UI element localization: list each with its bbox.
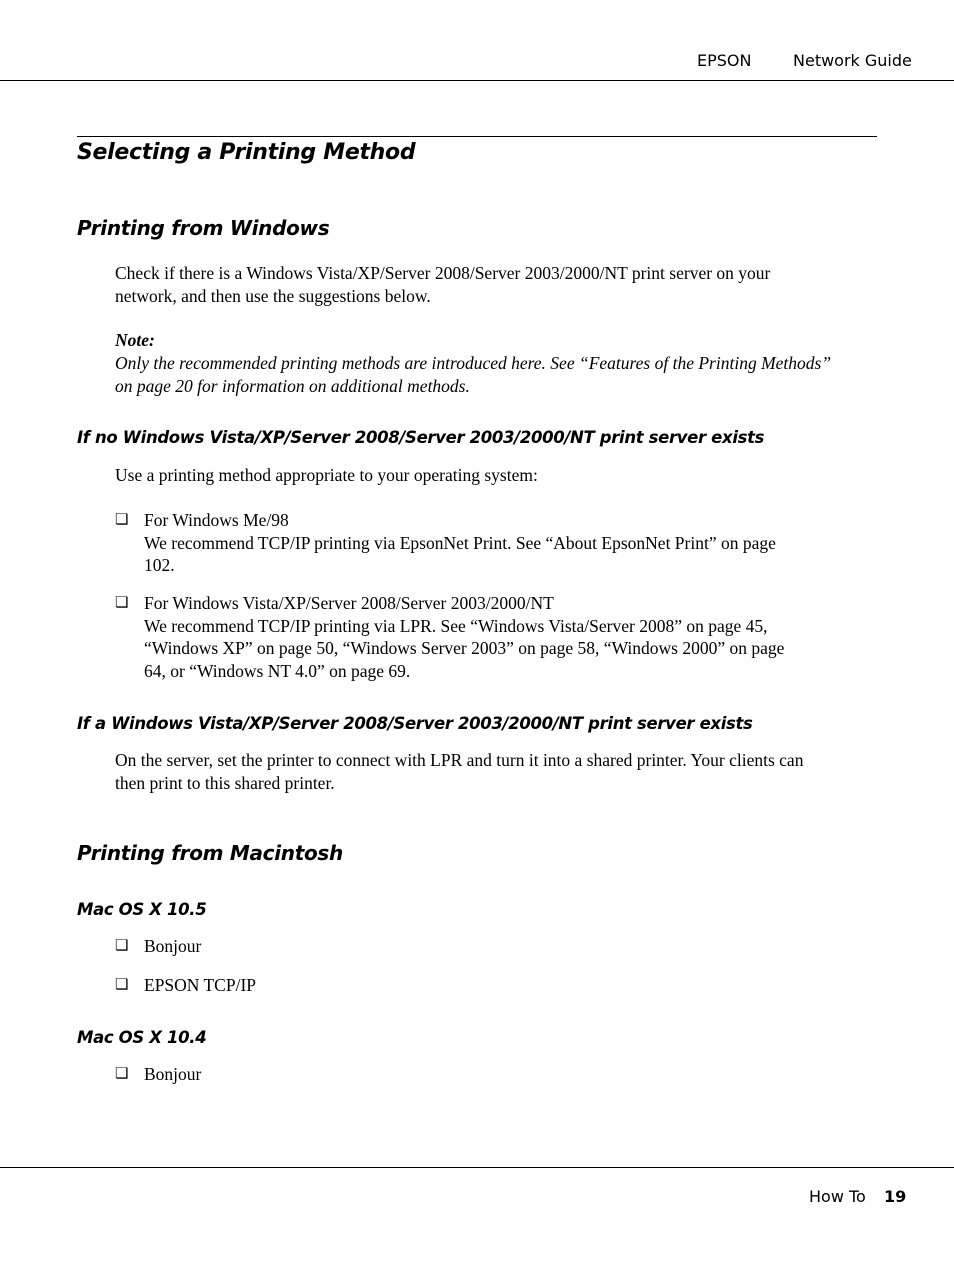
list-item: Bonjour [144,1064,202,1084]
note-text: Only the recommended printing methods are introduced here. See “Features of the Printing Methods” on page 20 for information on additional methods. [115,353,832,396]
list-item: EPSON TCP/IP [144,975,257,995]
footer-rule [0,1167,954,1168]
header-brand: EPSON [697,51,752,70]
list-item: For Windows Me/98 We recommend TCP/IP printing via EpsonNet Print. See “About EpsonNet Print” on page 102. [144,510,776,575]
with-server-text: On the server, set the printer to connect with LPR and turn it into a shared printer. Your clients can then print to this shared printer. [115,750,804,793]
checkbox-bullet-icon: ❏ [115,512,129,528]
footer-section: How To [809,1187,866,1206]
section-rule [77,136,877,137]
osx104-heading: Mac OS X 10.4 [77,1028,207,1047]
page-number: 19 [884,1187,907,1206]
no-server-intro: Use a printing method appropriate to your operating system: [115,465,538,485]
checkbox-bullet-icon: ❏ [115,977,129,993]
checkbox-bullet-icon: ❏ [115,1066,129,1082]
checkbox-bullet-icon: ❏ [115,938,129,954]
section-title: Selecting a Printing Method [77,140,416,165]
header-title: Network Guide [793,51,912,70]
windows-heading: Printing from Windows [77,216,330,240]
header-rule [0,80,954,81]
note-label: Note: [115,330,155,350]
windows-intro: Check if there is a Windows Vista/XP/Server 2008/Server 2003/2000/NT print server on your network, and then use the suggestions below. [115,263,771,306]
list-item: Bonjour [144,936,202,956]
list-item: For Windows Vista/XP/Server 2008/Server 2003/2000/NT We recommend TCP/IP printing via LPR. See “Windows Vista/Server 2008” on page 45, “Windows XP” on page 50, “Windows Server 2003” on page 58, “Windows 2000” on page 64, or “Windows NT 4.0” on page 69. [144,593,785,681]
checkbox-bullet-icon: ❏ [115,595,129,611]
mac-heading: Printing from Macintosh [77,841,343,865]
osx105-heading: Mac OS X 10.5 [77,900,207,919]
with-server-heading: If a Windows Vista/XP/Server 2008/Server 2003/2000/NT print server exists [77,714,753,733]
no-server-heading: If no Windows Vista/XP/Server 2008/Server 2003/2000/NT print server exists [77,428,765,447]
